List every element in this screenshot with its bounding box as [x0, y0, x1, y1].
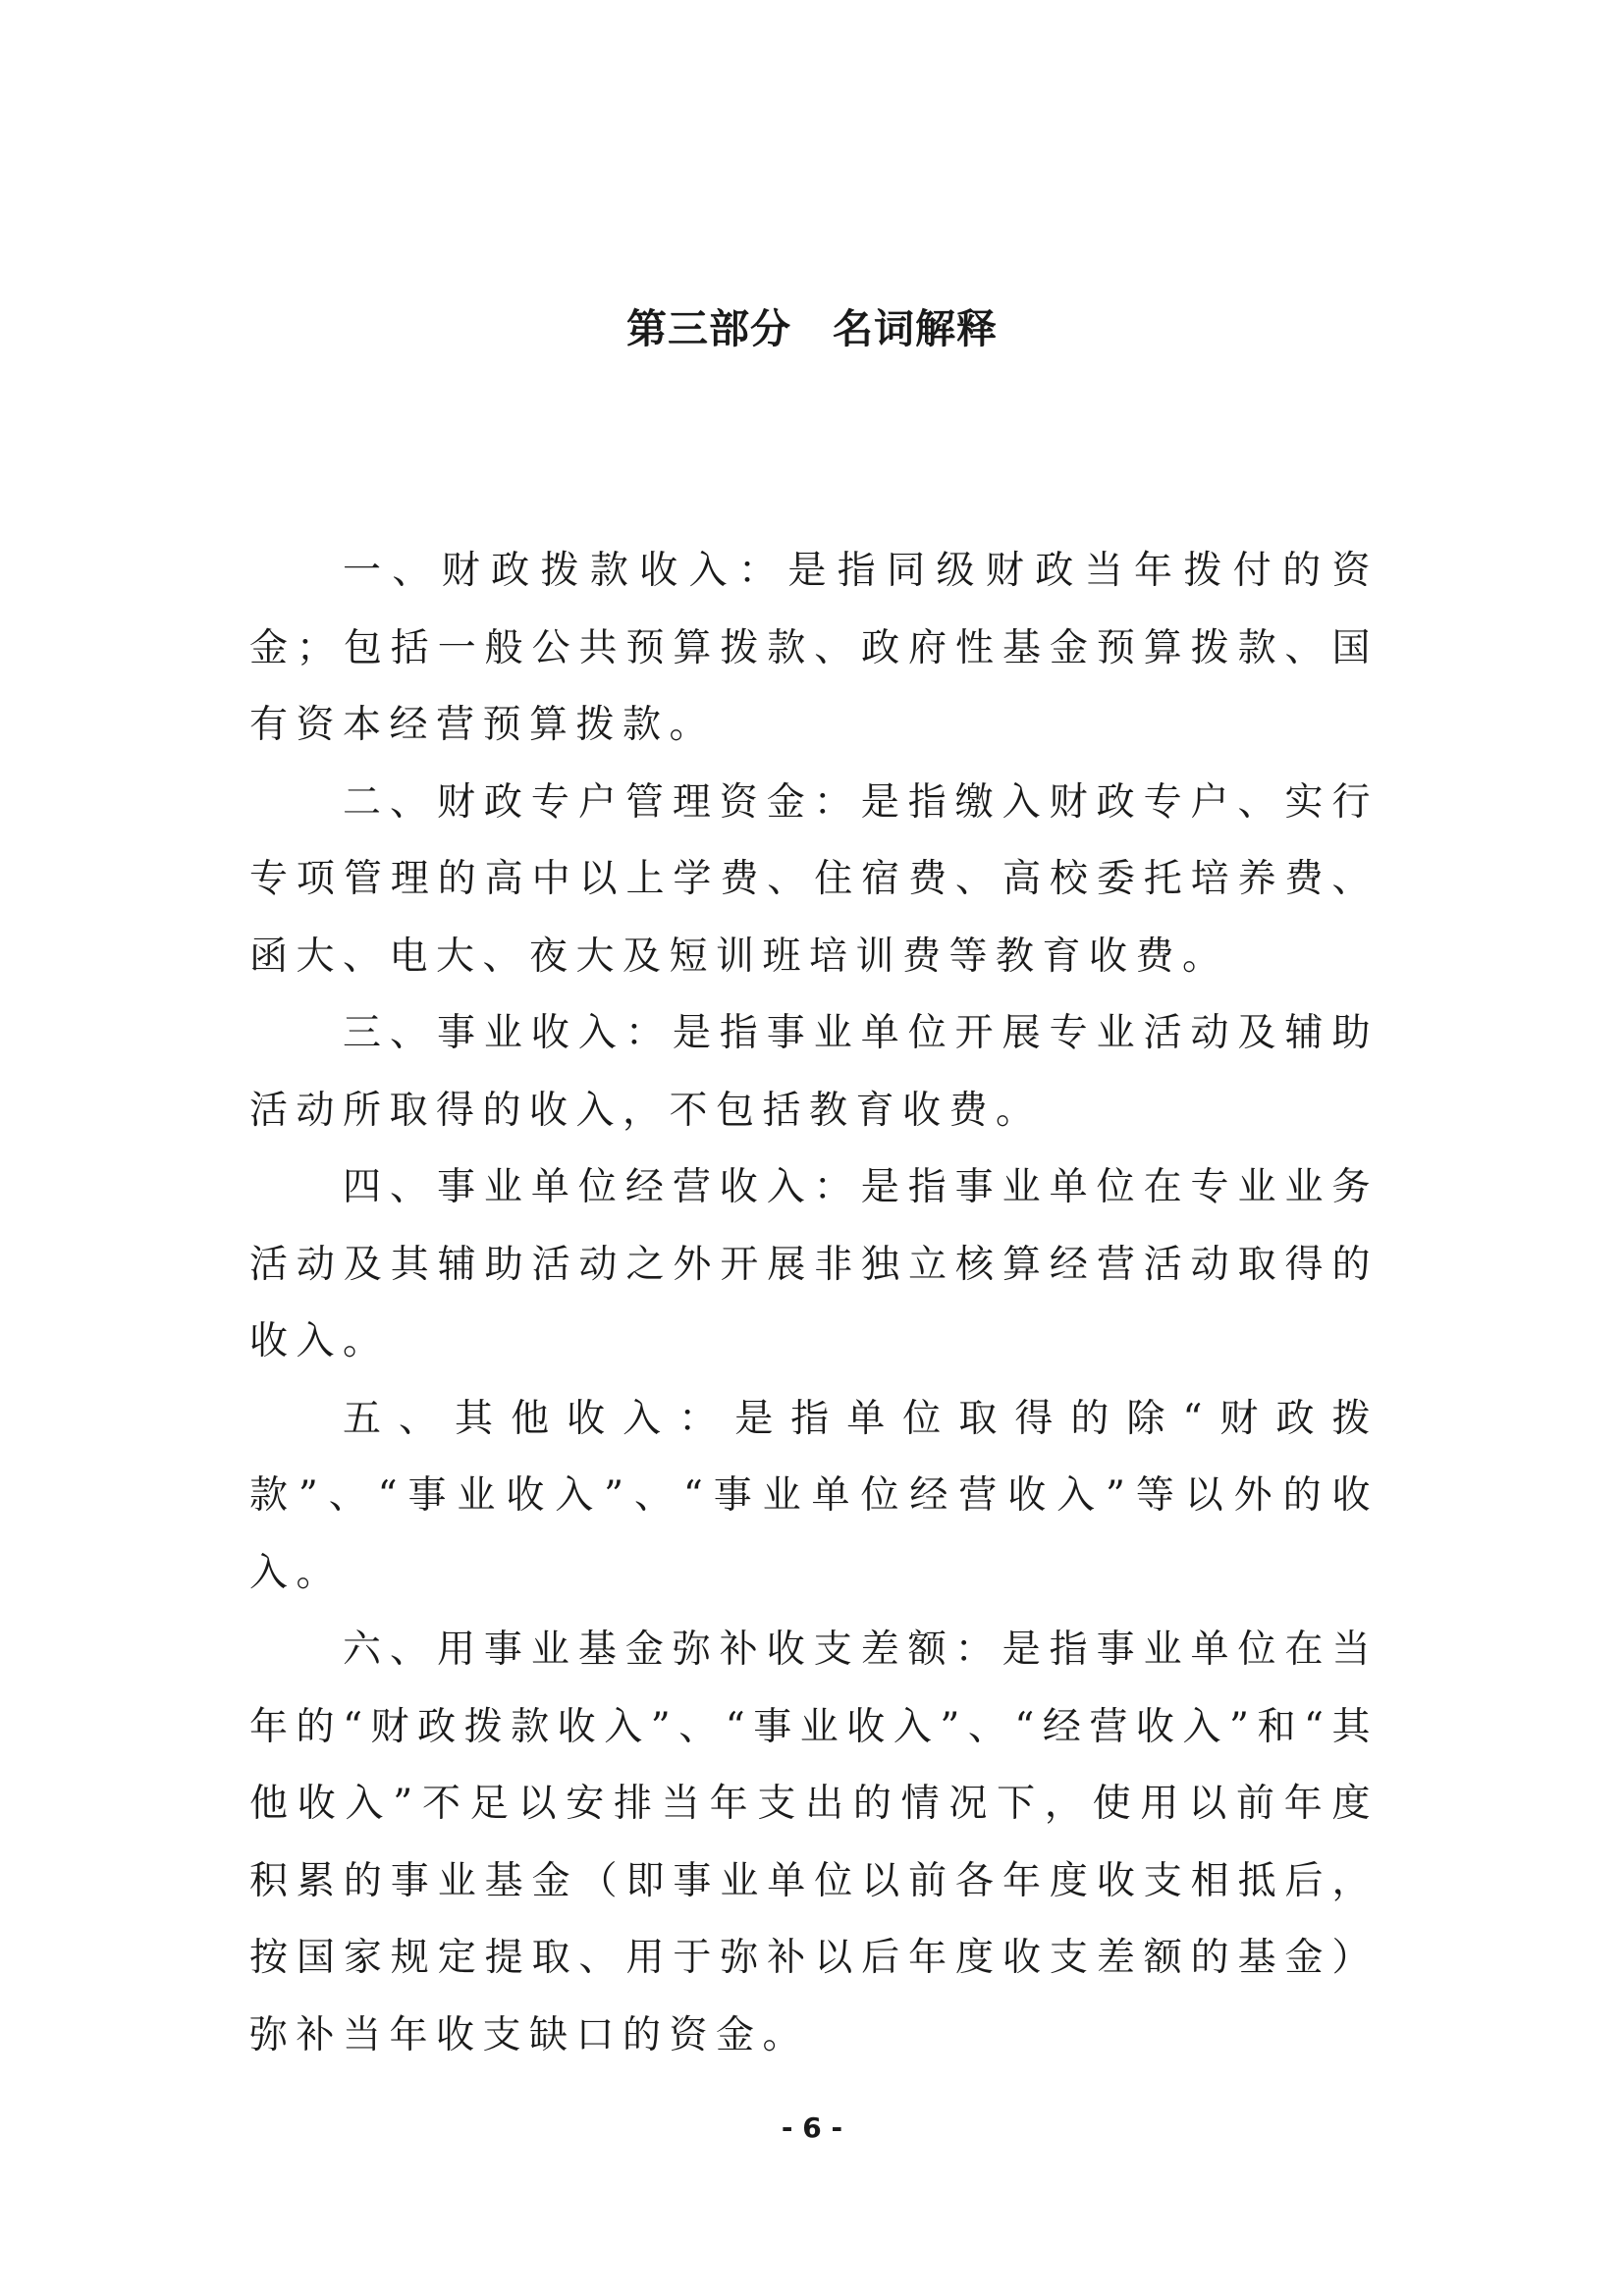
- definition-paragraph-6: 六、用事业基金弥补收支差额：是指事业单位在当年的“财政拨款收入”、“事业收入”、“经营收入”和“其他收入”不足以安排当年支出的情况下，使用以前年度积累的事业基金（即事业单位以前各年度收支相抵后，按国家规定提取、用于弥补以后年度收支差额的基金）弥补当年收支缺口的资金。: [249, 1628, 1379, 2057]
- definition-paragraph-1: 一、财政拨款收入：是指同级财政当年拨付的资金；包括一般公共预算拨款、政府性基金预算拨款、国有资本经营预算拨款。: [249, 549, 1379, 747]
- page-number: - 6 -: [781, 2111, 843, 2144]
- document-body: [249, 533, 1379, 2074]
- definition-paragraph-5: 五、其他收入：是指单位取得的除“财政拨款”、“事业收入”、“事业单位经营收入”等以外的收入。: [249, 1396, 1379, 1595]
- definition-paragraph-2: 二、财政专户管理资金：是指缴入财政专户、实行专项管理的高中以上学费、住宿费、高校委托培养费、函大、电大、夜大及短训班培训费等教育收费。: [249, 779, 1379, 979]
- definition-paragraph-4: 四、事业单位经营收入：是指事业单位在专业业务活动及其辅助活动之外开展非独立核算经营活动取得的收入。: [249, 1165, 1379, 1363]
- definition-paragraph-3: 三、事业收入：是指事业单位开展专业活动及辅助活动所取得的收入，不包括教育收费。: [249, 1011, 1379, 1133]
- page-title: 第三部分 名词解释: [626, 305, 998, 352]
